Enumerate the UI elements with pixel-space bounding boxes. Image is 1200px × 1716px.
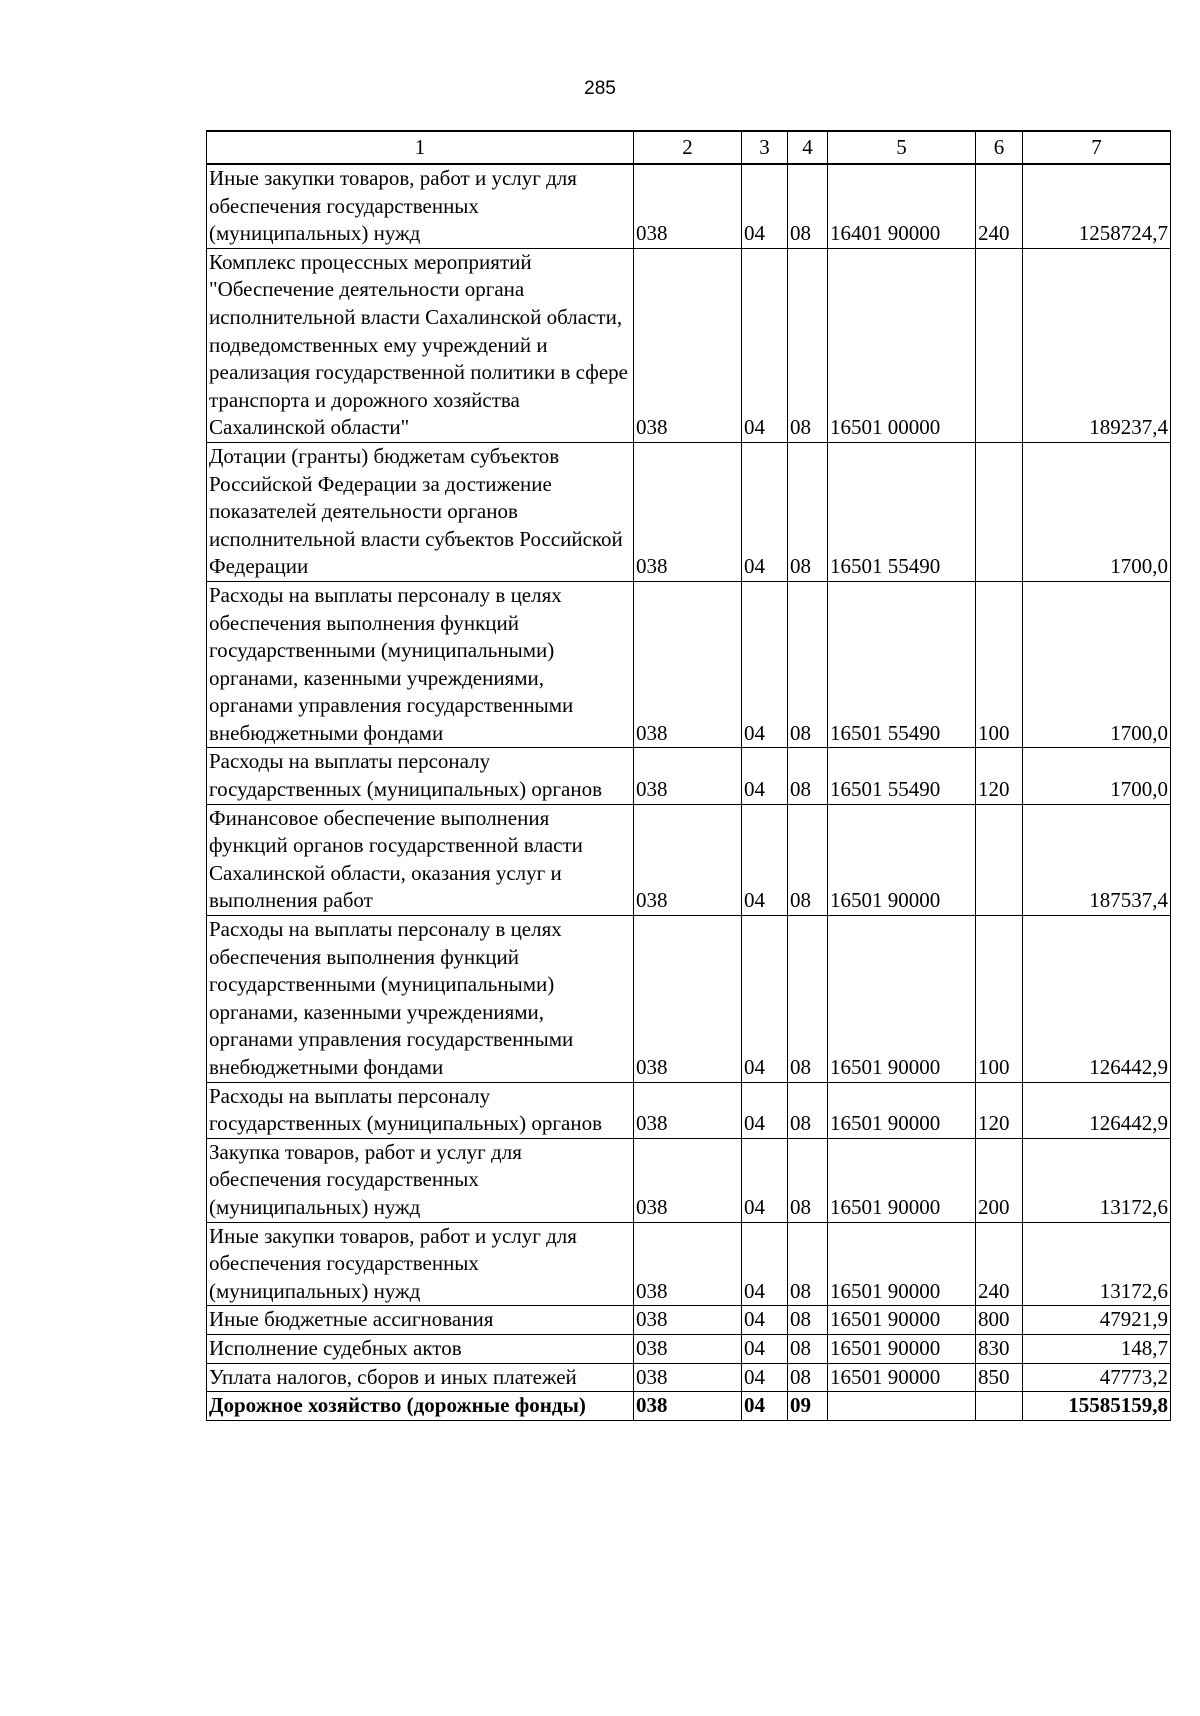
row-expense-type xyxy=(976,248,1023,442)
table-row xyxy=(207,1334,1171,1363)
row-admin-code: 038 xyxy=(634,748,742,804)
header-row xyxy=(207,131,1171,164)
row-name: Иные закупки товаров, работ и услуг для обеспечения государственных (муниципальных) нужд xyxy=(207,1222,634,1306)
table-row xyxy=(207,916,1171,1083)
row-target-article: 16501 90000 xyxy=(828,1306,976,1335)
row-section: 04 xyxy=(742,248,788,442)
row-admin-code: 038 xyxy=(634,581,742,748)
row-target-article: 16501 55490 xyxy=(828,581,976,748)
budget-table xyxy=(206,130,1171,1421)
row-subsection: 08 xyxy=(788,248,828,442)
row-section: 04 xyxy=(742,1138,788,1222)
row-amount: 13172,6 xyxy=(1023,1138,1171,1222)
row-subsection: 09 xyxy=(788,1392,828,1421)
row-name: Финансовое обеспечение выполнения функций органов государственной власти Сахалинской области, оказания услуг и выполнения работ xyxy=(207,804,634,915)
row-name: Уплата налогов, сборов и иных платежей xyxy=(207,1363,634,1392)
row-amount: 1700,0 xyxy=(1023,748,1171,804)
header-col-4: 4 xyxy=(788,131,828,164)
row-target-article: 16501 55490 xyxy=(828,442,976,581)
header-col-5: 5 xyxy=(828,131,976,164)
row-admin-code: 038 xyxy=(634,1363,742,1392)
row-subsection: 08 xyxy=(788,1306,828,1335)
row-expense-type xyxy=(976,442,1023,581)
row-name: Дорожное хозяйство (дорожные фонды) xyxy=(207,1392,634,1421)
row-expense-type: 240 xyxy=(976,164,1023,248)
row-admin-code: 038 xyxy=(634,164,742,248)
row-name: Исполнение судебных актов xyxy=(207,1334,634,1363)
row-name: Расходы на выплаты персоналу государственных (муниципальных) органов xyxy=(207,1082,634,1138)
row-target-article: 16501 90000 xyxy=(828,1082,976,1138)
row-amount: 126442,9 xyxy=(1023,916,1171,1083)
row-section: 04 xyxy=(742,916,788,1083)
row-target-article: 16501 90000 xyxy=(828,1222,976,1306)
row-admin-code: 038 xyxy=(634,804,742,915)
row-name: Расходы на выплаты персоналу государственных (муниципальных) органов xyxy=(207,748,634,804)
row-admin-code: 038 xyxy=(634,1138,742,1222)
row-section: 04 xyxy=(742,1082,788,1138)
row-expense-type: 100 xyxy=(976,916,1023,1083)
row-target-article: 16401 90000 xyxy=(828,164,976,248)
row-expense-type: 830 xyxy=(976,1334,1023,1363)
row-amount: 47773,2 xyxy=(1023,1363,1171,1392)
table-row xyxy=(207,1222,1171,1306)
row-subsection: 08 xyxy=(788,804,828,915)
row-admin-code: 038 xyxy=(634,1222,742,1306)
row-section: 04 xyxy=(742,804,788,915)
row-target-article: 16501 90000 xyxy=(828,1363,976,1392)
table-row xyxy=(207,1082,1171,1138)
row-name: Расходы на выплаты персоналу в целях обеспечения выполнения функций государственными (муниципальными) органами, казенными учреждениями, органами управления государственными внебюджетными фондами xyxy=(207,581,634,748)
row-section: 04 xyxy=(742,1306,788,1335)
row-subsection: 08 xyxy=(788,916,828,1083)
row-subsection: 08 xyxy=(788,1138,828,1222)
row-admin-code: 038 xyxy=(634,1334,742,1363)
row-section: 04 xyxy=(742,442,788,581)
table-header xyxy=(207,131,1171,164)
row-expense-type: 240 xyxy=(976,1222,1023,1306)
row-target-article: 16501 55490 xyxy=(828,748,976,804)
row-amount: 1700,0 xyxy=(1023,442,1171,581)
table-body xyxy=(207,164,1171,1420)
row-expense-type xyxy=(976,1392,1023,1421)
row-section: 04 xyxy=(742,1392,788,1421)
row-subsection: 08 xyxy=(788,581,828,748)
table-row xyxy=(207,804,1171,915)
row-subsection: 08 xyxy=(788,442,828,581)
row-expense-type: 850 xyxy=(976,1363,1023,1392)
header-col-6: 6 xyxy=(976,131,1023,164)
row-amount: 189237,4 xyxy=(1023,248,1171,442)
row-target-article: 16501 90000 xyxy=(828,804,976,915)
row-name: Расходы на выплаты персоналу в целях обеспечения выполнения функций государственными (муниципальными) органами, казенными учреждениями, органами управления государственными внебюджетными фондами xyxy=(207,916,634,1083)
row-section: 04 xyxy=(742,1334,788,1363)
row-amount: 15585159,8 xyxy=(1023,1392,1171,1421)
row-amount: 148,7 xyxy=(1023,1334,1171,1363)
row-amount: 13172,6 xyxy=(1023,1222,1171,1306)
row-target-article xyxy=(828,1392,976,1421)
table-row xyxy=(207,164,1171,248)
row-subsection: 08 xyxy=(788,164,828,248)
row-expense-type: 120 xyxy=(976,748,1023,804)
row-section: 04 xyxy=(742,581,788,748)
row-subsection: 08 xyxy=(788,1082,828,1138)
page-number: 285 xyxy=(584,78,616,99)
row-name: Закупка товаров, работ и услуг для обеспечения государственных (муниципальных) нужд xyxy=(207,1138,634,1222)
row-amount: 126442,9 xyxy=(1023,1082,1171,1138)
table-row xyxy=(207,748,1171,804)
table-row xyxy=(207,581,1171,748)
row-admin-code: 038 xyxy=(634,916,742,1083)
table-row xyxy=(207,442,1171,581)
table-row xyxy=(207,1306,1171,1335)
row-expense-type xyxy=(976,804,1023,915)
row-expense-type: 100 xyxy=(976,581,1023,748)
row-subsection: 08 xyxy=(788,1334,828,1363)
row-subsection: 08 xyxy=(788,748,828,804)
row-expense-type: 200 xyxy=(976,1138,1023,1222)
header-col-7: 7 xyxy=(1023,131,1171,164)
table-row xyxy=(207,1138,1171,1222)
row-admin-code: 038 xyxy=(634,248,742,442)
row-amount: 1700,0 xyxy=(1023,581,1171,748)
header-col-1: 1 xyxy=(207,131,634,164)
row-admin-code: 038 xyxy=(634,442,742,581)
row-amount: 187537,4 xyxy=(1023,804,1171,915)
row-admin-code: 038 xyxy=(634,1082,742,1138)
header-col-2: 2 xyxy=(634,131,742,164)
row-name: Иные закупки товаров, работ и услуг для обеспечения государственных (муниципальных) нужд xyxy=(207,164,634,248)
row-section: 04 xyxy=(742,748,788,804)
header-col-3: 3 xyxy=(742,131,788,164)
row-name: Дотации (гранты) бюджетам субъектов Российской Федерации за достижение показателей деятельности органов исполнительной власти субъектов Российской Федерации xyxy=(207,442,634,581)
row-admin-code: 038 xyxy=(634,1392,742,1421)
table-row xyxy=(207,248,1171,442)
row-amount: 1258724,7 xyxy=(1023,164,1171,248)
row-subsection: 08 xyxy=(788,1222,828,1306)
row-target-article: 16501 00000 xyxy=(828,248,976,442)
row-target-article: 16501 90000 xyxy=(828,916,976,1083)
row-admin-code: 038 xyxy=(634,1306,742,1335)
table-row xyxy=(207,1363,1171,1392)
row-name: Иные бюджетные ассигнования xyxy=(207,1306,634,1335)
row-section: 04 xyxy=(742,1222,788,1306)
row-section: 04 xyxy=(742,1363,788,1392)
row-section: 04 xyxy=(742,164,788,248)
row-expense-type: 120 xyxy=(976,1082,1023,1138)
row-expense-type: 800 xyxy=(976,1306,1023,1335)
table-row xyxy=(207,1392,1171,1421)
row-amount: 47921,9 xyxy=(1023,1306,1171,1335)
row-name: Комплекс процессных мероприятий "Обеспечение деятельности органа исполнительной власти Сахалинской области, подведомственных ему учреждений и реализация государственной политики в сфере транспорта и дорожного хозяйства Сахалинской области" xyxy=(207,248,634,442)
row-target-article: 16501 90000 xyxy=(828,1334,976,1363)
row-subsection: 08 xyxy=(788,1363,828,1392)
row-target-article: 16501 90000 xyxy=(828,1138,976,1222)
